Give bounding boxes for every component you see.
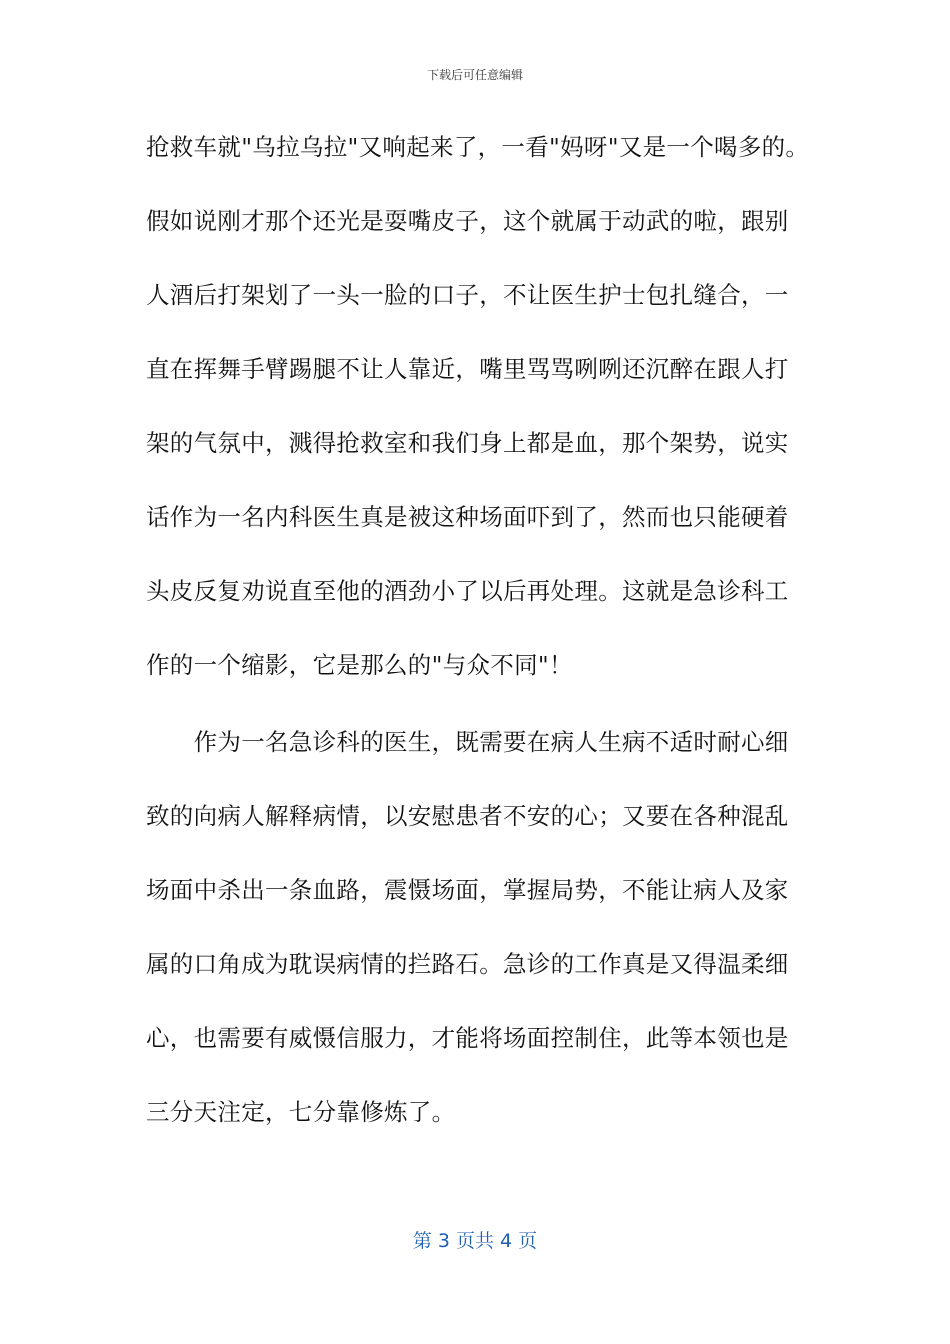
page-number-footer (0, 1226, 950, 1253)
text-line: 头皮反复劝说直至他的酒劲小了以后再处理。这就是急诊科工 (146, 577, 789, 605)
page-number-label: 第 3 页共 4 页 (412, 1230, 538, 1252)
header-note: 下载后可任意编辑 (426, 68, 523, 82)
text-line: 心，也需要有威慑信服力，才能将场面控制住，此等本领也是 (146, 1024, 789, 1052)
text-line: 人酒后打架划了一头一脸的口子，不让医生护士包扎缝合，一 (146, 281, 789, 309)
text-line: 三分天注定，七分靠修炼了。 (146, 1098, 456, 1126)
text-line: 作为一名急诊科的医生，既需要在病人生病不适时耐心细 (146, 728, 789, 756)
text-line: 致的向病人解释病情，以安慰患者不安的心；又要在各种混乱 (146, 802, 789, 830)
text-line: 场面中杀出一条血路，震慑场面，掌握局势，不能让病人及家 (146, 876, 789, 904)
text-line: 抢救车就"乌拉乌拉"又响起来了，一看"妈呀"又是一个喝多的。 (146, 133, 810, 161)
text-line: 属的口角成为耽误病情的拦路石。急诊的工作真是又得温柔细 (146, 950, 789, 978)
text-line: 架的气氛中，溅得抢救室和我们身上都是血，那个架势，说实 (146, 429, 789, 457)
text-line: 作的一个缩影，它是那么的"与众不同"！ (146, 651, 573, 679)
text-line: 假如说刚才那个还光是耍嘴皮子，这个就属于动武的啦，跟别 (146, 207, 789, 235)
text-line: 直在挥舞手臂踢腿不让人靠近，嘴里骂骂咧咧还沉醉在跟人打 (146, 355, 789, 383)
text-line: 话作为一名内科医生真是被这种场面吓到了，然而也只能硬着 (146, 503, 789, 531)
